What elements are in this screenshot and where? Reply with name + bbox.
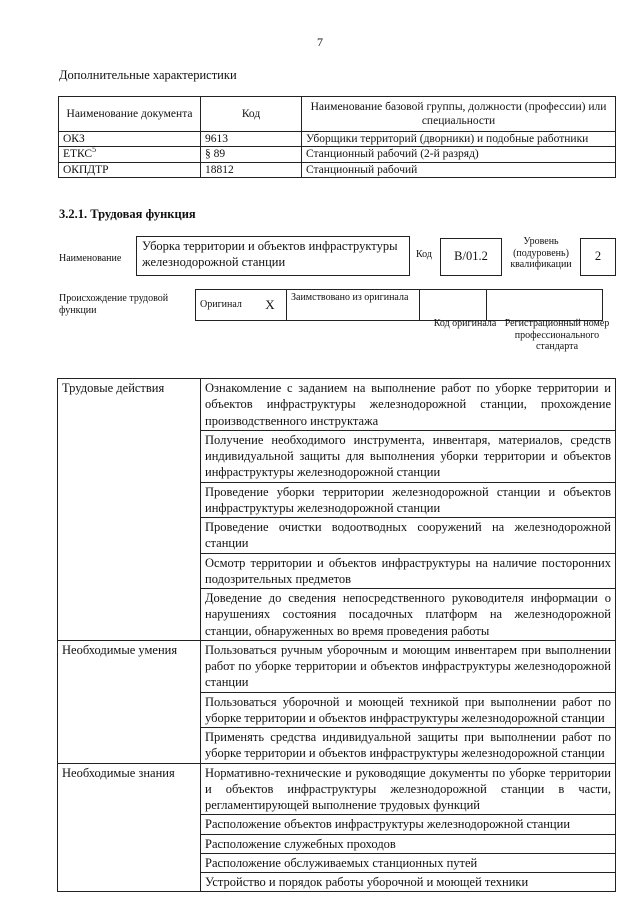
competency-item: Устройство и порядок работы уборочной и моющей техники — [201, 873, 616, 892]
table-header-row — [59, 97, 616, 132]
level-value: 2 — [580, 238, 616, 276]
competency-item: Доведение до сведения непосредственного руководителя информации о нарушениях состояния посадочных платформ на железнодорожной станции, обнаруженных во время проведения работы — [201, 589, 616, 641]
header-group-name: Наименование базовой группы, должности (профессии) или специальности — [302, 97, 616, 132]
document-name: ЕТКС — [63, 148, 93, 161]
document-cell — [59, 162, 201, 177]
level-label: Уровень (подуровень) квалификации — [510, 236, 572, 270]
reg-number-cell — [487, 290, 603, 321]
competency-item: Нормативно-технические и руководящие документы по уборке территории и объектов инфраструктуры железнодорожной станции в части, регламентирующей выполнение трудовых функций — [201, 763, 616, 815]
footnote-ref: 5 — [92, 145, 97, 155]
borrowed-label: Заимствовано из оригинала — [287, 290, 420, 321]
competency-item: Проведение уборки территории железнодорожной станции и объектов инфраструктуры железнодорожной станции — [201, 482, 616, 518]
name-label: Наименование — [59, 253, 122, 264]
competency-item: Применять средства индивидуальной защиты при выполнении работ по уборке территории и объектов инфраструктуры железнодорожной станции — [201, 728, 616, 764]
code-cell: 9613 — [201, 132, 302, 147]
original-mark: Х — [254, 290, 287, 321]
competency-item: Расположение обслуживаемых станционных путей — [201, 853, 616, 872]
competency-item: Пользоваться уборочной и моющей техникой при выполнении работ по уборке территории и объектов инфраструктуры железнодорожной станции — [201, 692, 616, 728]
category-cell: Трудовые действия — [58, 379, 201, 641]
code-cell: § 89 — [201, 147, 302, 162]
table-row — [58, 763, 616, 815]
origin-table — [195, 289, 603, 321]
group-name-cell: Уборщики территорий (дворники) и подобные работники — [302, 132, 616, 147]
section-title: Дополнительные характеристики — [59, 68, 237, 82]
table-row — [59, 147, 616, 162]
group-name-cell: Станционный рабочий — [302, 162, 616, 177]
function-code-value: В/01.2 — [440, 238, 502, 276]
origin-label: Происхождение трудовой функции — [59, 293, 169, 316]
competencies-table — [57, 378, 616, 892]
header-code: Код — [201, 97, 302, 132]
document-name: ОКЗ — [63, 133, 85, 145]
code-label: Код — [416, 249, 432, 260]
function-name-value: Уборка территории и объектов инфраструктуры железнодорожной станции — [136, 236, 410, 276]
category-cell: Необходимые умения — [58, 640, 201, 763]
competency-item: Расположение объектов инфраструктуры железнодорожной станции — [201, 815, 616, 834]
competency-item: Получение необходимого инструмента, инвентаря, материалов, средств индивидуальной защиты для выполнения уборки территории и объектов инфраструктуры железнодорожной станции — [201, 430, 616, 482]
code-original-cell — [420, 290, 487, 321]
competency-item: Ознакомление с заданием на выполнение работ по уборке территории и объектов инфраструктуры железнодорожной станции, прохождение производственного инструктажа — [201, 379, 616, 431]
code-cell: 18812 — [201, 162, 302, 177]
table-row — [59, 162, 616, 177]
header-document: Наименование документа — [59, 97, 201, 132]
table-row — [58, 640, 616, 692]
document-cell — [59, 132, 201, 147]
document-cell — [59, 147, 201, 162]
competency-item: Осмотр территории и объектов инфраструктуры на наличие посторонних подозрительных предметов — [201, 553, 616, 589]
function-title: 3.2.1. Трудовая функция — [59, 207, 196, 221]
reg-number-label: Регистрационный номер профессионального стандарта — [504, 318, 610, 352]
group-name-cell: Станционный рабочий (2-й разряд) — [302, 147, 616, 162]
category-cell: Необходимые знания — [58, 763, 201, 892]
competency-item: Проведение очистки водоотводных сооружений на железнодорожной станции — [201, 518, 616, 554]
characteristics-table — [58, 96, 616, 178]
page-number: 7 — [317, 35, 323, 49]
table-row — [58, 379, 616, 431]
code-original-label: Код оригинала — [433, 318, 497, 329]
document-name: ОКПДТР — [63, 163, 109, 176]
competency-item: Расположение служебных проходов — [201, 834, 616, 853]
competency-item: Пользоваться ручным уборочным и моющим инвентарем при выполнении работ по уборке территории и объектов инфраструктуры железнодорожной станции — [201, 640, 616, 692]
table-row — [59, 132, 616, 147]
original-label: Оригинал — [196, 290, 255, 321]
